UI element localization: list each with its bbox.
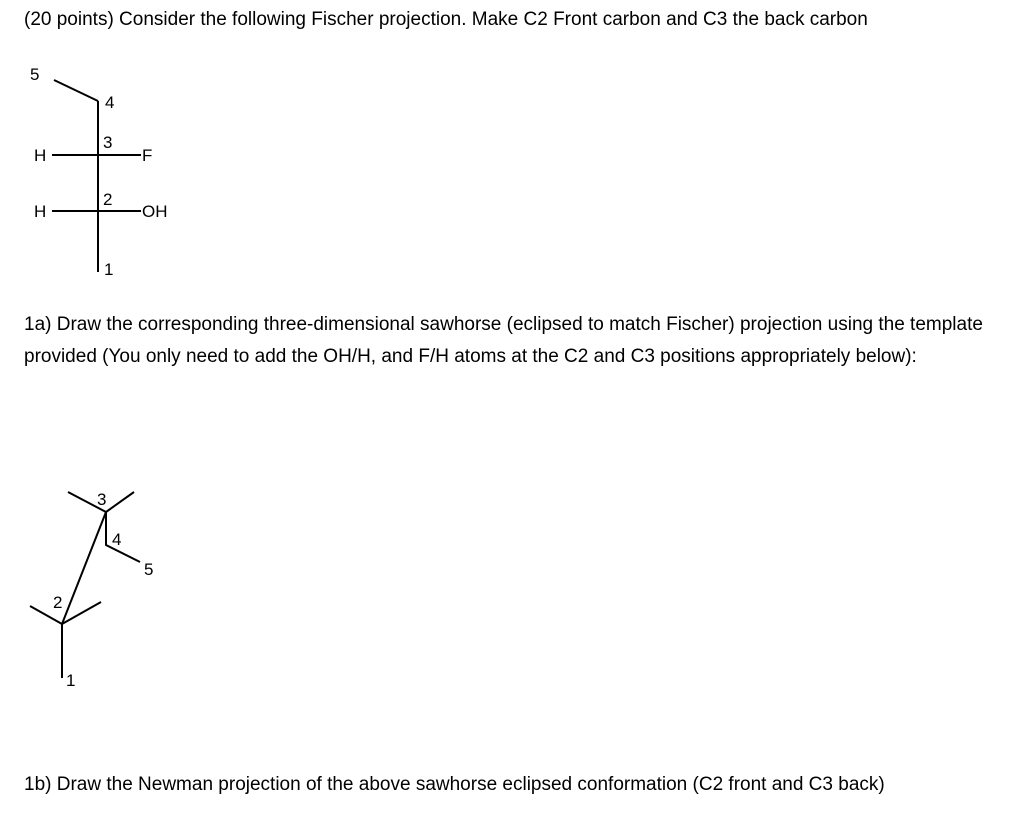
sawhorse-label-c3: 3 xyxy=(97,490,107,509)
sawhorse-c3-right-bond xyxy=(106,492,134,512)
sawhorse-label-c2: 2 xyxy=(53,593,63,612)
sawhorse-label-c1: 1 xyxy=(66,671,76,690)
fischer-c2-left-substituent: H xyxy=(34,202,47,221)
sawhorse-c2-c3-bond xyxy=(62,512,106,624)
fischer-c2-right-substituent: OH xyxy=(142,202,168,221)
sawhorse-label-c5: 5 xyxy=(144,560,154,579)
fischer-label-c5: 5 xyxy=(30,65,40,84)
fischer-label-c2: 2 xyxy=(103,190,113,209)
question-part-1a: 1a) Draw the corresponding three-dimensional sawhorse (eclipsed to match Fischer) projection using the template provided (You only need to add the OH/H, and F/H atoms at the C2 and C3 positions appropriately below): xyxy=(24,314,983,367)
fischer-c3-left-substituent: H xyxy=(34,146,47,165)
question-heading: (20 points) Consider the following Fischer projection. Make C2 Front carbon and C3 the back carbon xyxy=(24,9,868,30)
fischer-label-c4: 4 xyxy=(105,93,115,112)
sawhorse-label-c4: 4 xyxy=(112,530,122,549)
fischer-c3-right-substituent: F xyxy=(142,146,153,165)
question-part-1b: 1b) Draw the Newman projection of the above sawhorse eclipsed conformation (C2 front and C3 back) xyxy=(24,774,885,795)
fischer-label-c3: 3 xyxy=(103,133,113,152)
sawhorse-c2-right-bond xyxy=(62,602,101,624)
fischer-label-c1: 1 xyxy=(104,260,114,279)
